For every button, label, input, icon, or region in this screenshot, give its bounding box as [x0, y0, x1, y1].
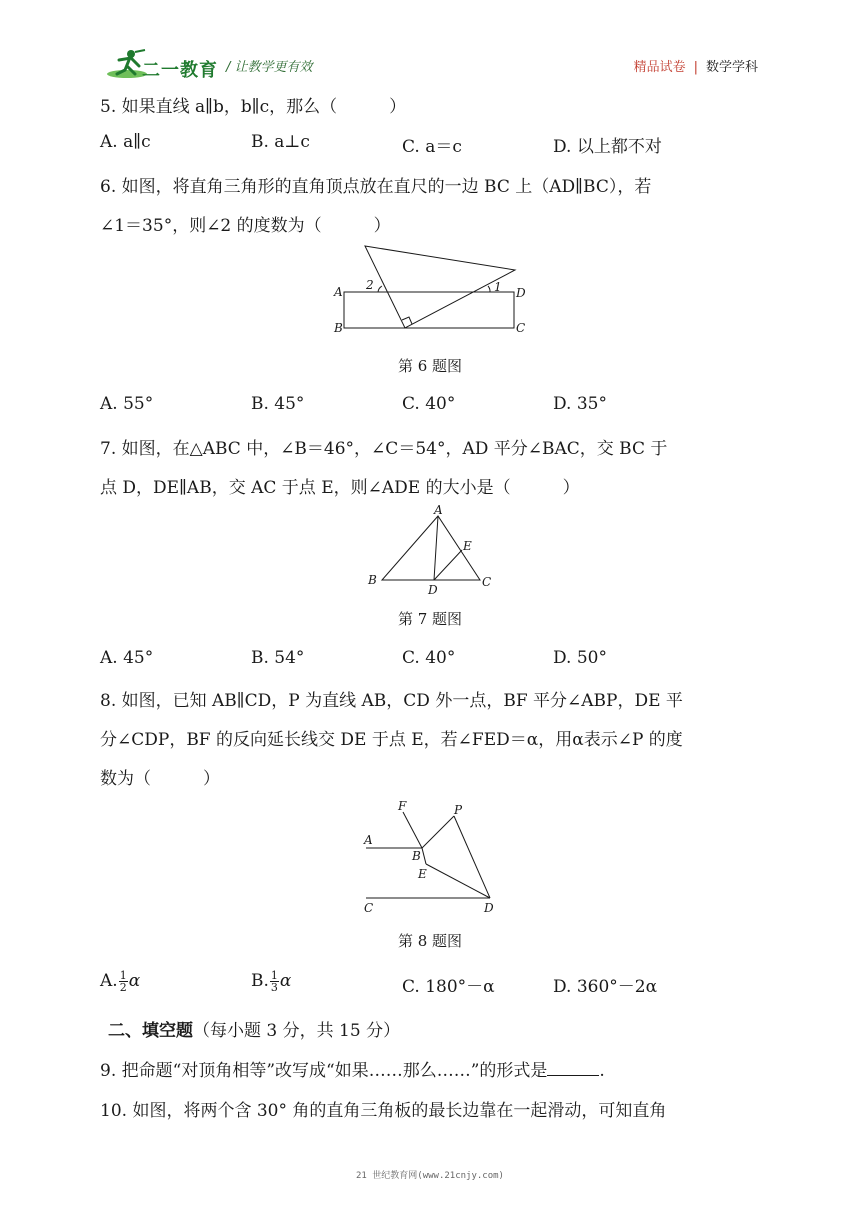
q6-option-b: B. 45° [251, 394, 305, 414]
page-footer: 21 世纪教育网(www.21cnjy.com) [356, 1171, 504, 1181]
q8-option-a-variable: α [128, 971, 141, 991]
label-b: B [334, 321, 343, 335]
q7-stem-line1: 7. 如图，在△ABC 中，∠B＝46°，∠C＝54°，AD 平分∠BAC，交 BC 于 [100, 439, 668, 459]
label-d: D [516, 286, 526, 300]
q6-stem-line1: 6. 如图，将直角三角形的直角顶点放在直尺的一边 BC 上（AD∥BC），若 [100, 177, 652, 197]
subject-label: 数学学科 [705, 60, 758, 75]
q6-stem-end: ） [373, 216, 391, 236]
q7-caption: 第 7 题图 [397, 610, 463, 628]
q8-option-b-denominator: 3 [270, 981, 278, 994]
logo-text: 二一教育 [142, 60, 218, 81]
label-d: D [428, 583, 438, 596]
q8-option-c: C. 180°－α [402, 977, 495, 997]
q5-option-d: D. 以上都不对 [553, 137, 662, 157]
q8-stem-line2: 分∠CDP，BF 的反向延长线交 DE 于点 E，若∠FED＝α，用α表示∠P 的度 [100, 730, 683, 750]
q8-option-a-denominator: 2 [119, 981, 127, 994]
ruler [344, 292, 514, 328]
label-a: A [334, 285, 343, 299]
label-e: E [463, 539, 472, 553]
label-angle-1: 1 [494, 280, 502, 294]
q5-stem-text: 5. 如果直线 a∥b，b∥c，那么（ [100, 97, 338, 117]
segment-be [422, 848, 426, 864]
q6-caption: 第 6 题图 [397, 357, 463, 375]
q7-option-c: C. 40° [402, 648, 456, 668]
label-b: B [368, 573, 377, 587]
q6-stem-line2 [100, 211, 391, 236]
slogan: / 让教学更有效 [226, 60, 313, 75]
q9-stem-text: 9. 把命题“对顶角相等”改写成“如果……那么……”的形式是 [100, 1061, 548, 1081]
page-header [0, 0, 860, 92]
q8-option-d: D. 360°－2α [553, 977, 658, 997]
right-triangle [365, 246, 515, 328]
q5-stem [100, 92, 406, 117]
label-c: C [364, 901, 374, 915]
q8-option-a [100, 970, 140, 993]
angle-1-arc [488, 286, 490, 292]
q8-stem-end: ） [203, 769, 220, 789]
label-d: D [484, 901, 494, 915]
q7-option-a: A. 45° [100, 648, 154, 668]
q6-stem-line2-text: ∠1＝35°，则∠2 的度数为（ [100, 216, 322, 236]
section-title-text: 二、填空题 [108, 1021, 193, 1041]
label-a: A [364, 833, 373, 847]
label-c: C [482, 575, 492, 589]
q8-option-b [251, 970, 291, 993]
q8-caption: 第 8 题图 [397, 932, 463, 950]
header-separator: | [693, 60, 698, 75]
label-angle-2: 2 [366, 278, 374, 292]
segment-ed [426, 864, 490, 898]
q6-figure [330, 240, 530, 340]
ray-bf [403, 812, 422, 848]
segment-bp [422, 816, 454, 848]
q7-option-d: D. 50° [553, 648, 607, 668]
q8-stem-line3-text: 数为（ [100, 769, 151, 789]
q8-option-b-numerator: 1 [270, 969, 278, 982]
q8-option-b-fraction [270, 970, 279, 993]
q7-option-b: B. 54° [251, 648, 305, 668]
label-a: A [434, 504, 443, 517]
q8-stem-line1: 8. 如图，已知 AB∥CD，P 为直线 AB，CD 外一点，BF 平分∠ABP，DE 平 [100, 691, 683, 711]
section-note: （每小题 3 分，共 15 分） [193, 1021, 401, 1041]
q8-figure [356, 796, 506, 920]
q6-option-a: A. 55° [100, 394, 154, 414]
label-b: B [412, 849, 421, 863]
label-e: E [418, 867, 427, 881]
q7-stem-end: ） [562, 478, 580, 498]
header-label: 精品试卷 [633, 60, 686, 75]
q8-option-b-variable: α [279, 971, 292, 991]
q7-stem-line2-text: 点 D，DE∥AB，交 AC 于点 E，则∠ADE 的大小是（ [100, 478, 511, 498]
label-f: F [398, 799, 407, 813]
header-right [634, 56, 758, 75]
right-angle-mark [402, 317, 412, 324]
segment-ad [434, 516, 438, 580]
q6-option-c: C. 40° [402, 394, 456, 414]
q7-stem-line2 [100, 473, 580, 498]
q5-stem-end: ） [389, 97, 407, 117]
q5-option-b: B. a⊥c [251, 132, 310, 152]
label-c: C [516, 321, 526, 335]
segment-pd [454, 816, 490, 898]
q8-option-a-numerator: 1 [119, 969, 127, 982]
label-p: P [454, 803, 463, 817]
segment-de [434, 550, 462, 580]
q5-option-a: A. a∥c [100, 132, 151, 152]
q9-stem-end: . [599, 1061, 605, 1081]
q9-answer-blank[interactable] [547, 1059, 599, 1076]
q8-stem-line3 [100, 764, 220, 789]
q9-stem [100, 1056, 605, 1081]
q8-option-a-fraction [119, 970, 128, 993]
q8-option-a-prefix: A. [100, 971, 118, 991]
angle-2-arc [378, 286, 382, 292]
q7-figure [364, 504, 504, 596]
section-title [108, 1016, 400, 1041]
q6-option-d: D. 35° [553, 394, 607, 414]
q8-option-b-prefix: B. [251, 971, 269, 991]
q10-stem: 10. 如图，将两个含 30° 角的直角三角板的最长边靠在一起滑动，可知直角 [100, 1101, 667, 1121]
q5-option-c: C. a＝c [402, 137, 462, 157]
